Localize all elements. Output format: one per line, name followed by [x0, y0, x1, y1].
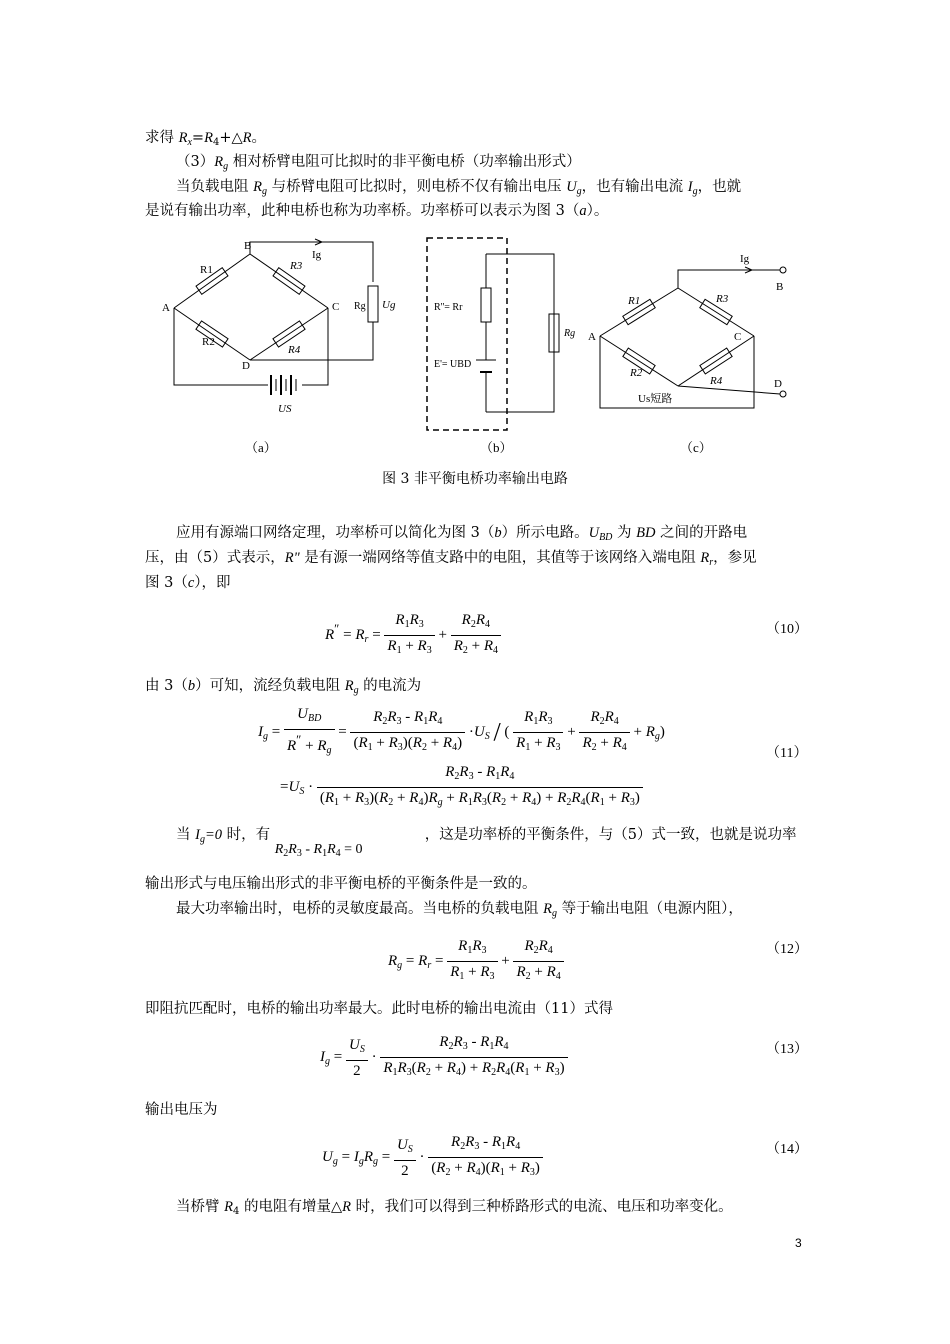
svg-text:R''= Rr: R''= Rr	[434, 302, 463, 313]
text-line-12: 即阻抗匹配时，电桥的输出功率最大。此时电桥的输出电流由（11）式得	[145, 1001, 613, 1017]
equation-11-line-2: $=U_S$ · $\frac{R_2R_3 - R_1R_4}{(R_1 + R_3)(R_2 + R_4)R_g + R_1R_3(R_2 + R_4) + R_2R_4(R_1 + R_3)}$	[280, 762, 643, 813]
eq-number-10: （10）	[766, 622, 808, 637]
svg-text:Ug: Ug	[382, 299, 396, 311]
svg-text:R1: R1	[200, 264, 213, 276]
figure-3-circuits	[150, 232, 810, 468]
equation-12: $R_g = R_r$ = $\frac{R_1R_3}{R_1 + R_3}$ + $\frac{R_2R_4}{R_2 + R_4}$	[388, 936, 564, 987]
text-line-14: 当桥臂 $R_4$ 的电阻有增量△R 时，我们可以得到三种桥路形式的电流、电压和功率变化。	[176, 1199, 733, 1217]
svg-text:R1: R1	[628, 295, 641, 307]
text-line-11: 最大功率输出时，电桥的灵敏度最高。当电桥的负载电阻 $R_g$ 等于输出电阻（电源内阻），	[176, 901, 743, 919]
svg-text:C: C	[332, 301, 340, 313]
svg-text:R4: R4	[710, 375, 723, 387]
svg-text:R2: R2	[202, 336, 215, 348]
svg-text:D: D	[774, 378, 782, 390]
svg-text:Rg: Rg	[354, 301, 366, 312]
svg-text:D: D	[242, 360, 250, 372]
equation-11-line-1: $I_g$ = $\frac{U_{BD}}{R'' + R_g}$ = $\frac{R_2R_3 - R_1R_4}{(R_1 + R_3)(R_2 + R_4)}$ $\cdot U_S$ / ( $\frac{R_1R_3}{R_1 + R_3}$ + $\frac{R_2R_4}{R_2 + R_4}$ + $R_g$)	[258, 706, 665, 756]
svg-text:A: A	[162, 302, 170, 314]
text-line-9: 当 $I_g=0$ 时，有 $R_2R_3 - R_1R_4 = 0$，这是功率桥的平衡条件，与（5）式一致，也就是说功率	[176, 827, 797, 859]
text-line-7: 图 3（c），即	[145, 575, 231, 591]
svg-text:Ig: Ig	[740, 253, 750, 265]
eq-number-13: （13）	[766, 1042, 808, 1057]
svg-text:R2: R2	[630, 367, 643, 379]
svg-text:Us短路: Us短路	[638, 393, 673, 405]
svg-text:Ig: Ig	[312, 249, 322, 261]
section-heading: $(3)R_g$ 相对桥臂电阻可比拟时的非平衡电桥（功率输出形式）	[176, 154, 581, 172]
text-line-5: 应用有源端口网络定理，功率桥可以简化为图 3（b）所示电路。$U_{BD}$ 为 BD 之间的开路电	[176, 525, 748, 543]
svg-text:R4: R4	[288, 344, 301, 356]
text-line-13: 输出电压为	[145, 1102, 218, 1118]
svg-text:（c）: （c）	[680, 440, 712, 455]
page-number: 3	[795, 1236, 802, 1250]
svg-text:B: B	[244, 240, 252, 252]
svg-text:US: US	[278, 403, 292, 415]
text-line-8: 由 3（b）可知，流经负载电阻 $R_g$ 的电流为	[145, 678, 422, 696]
text-line-4: 是说有输出功率，此种电桥也称为功率桥。功率桥可以表示为图 3（a）。	[145, 203, 609, 219]
eq-number-11: （11）	[766, 746, 808, 761]
svg-text:E'= UBD: E'= UBD	[434, 359, 472, 370]
equation-13: $I_g$ = $\frac{U_S}{2}$ · $\frac{R_2R_3 - R_1R_4}{R_1R_3(R_2 + R_4) + R_2R_4(R_1 + R_3)}$	[320, 1032, 568, 1083]
figure-caption: 图 3 非平衡电桥功率输出电路	[382, 471, 568, 487]
equation-14: $U_g = I_gR_g$ = $\frac{U_S}{2}$ · $\frac{R_2R_3 - R_1R_4}{(R_2 + R_4)(R_1 + R_3)}$	[322, 1132, 543, 1183]
svg-text:R3: R3	[716, 293, 729, 305]
svg-text:（b）: （b）	[480, 440, 513, 455]
text-line-3: 当负载电阻 $R_g$ 与桥臂电阻可比拟时，则电桥不仅有输出电压 $U_g$，也有输出电流 $I_g$，也就	[176, 179, 742, 197]
svg-text:C: C	[734, 331, 742, 343]
svg-text:B: B	[776, 281, 784, 293]
eq-number-14: （14）	[766, 1142, 808, 1157]
svg-text:Rg: Rg	[564, 328, 576, 339]
svg-text:R3: R3	[290, 260, 303, 272]
text-line-10: 输出形式与电压输出形式的非平衡电桥的平衡条件是一致的。	[145, 876, 537, 892]
text-line-1: 求得 $R_x=R_4+\triangle R$。	[145, 130, 266, 148]
text-line-6: 压，由（5）式表示，R" 是有源一端网络等值支路中的电阻，其值等于该网络入端电阻 $R_r$，参见	[145, 550, 757, 568]
svg-text:A: A	[588, 331, 596, 343]
equation-10: $R'' = R_r$ = $\frac{R_1R_3}{R_1 + R_3}$ + $\frac{R_2R_4}{R_2 + R_4}$	[325, 610, 501, 661]
eq-number-12: （12）	[766, 942, 808, 957]
svg-text:（a）: （a）	[245, 440, 277, 455]
